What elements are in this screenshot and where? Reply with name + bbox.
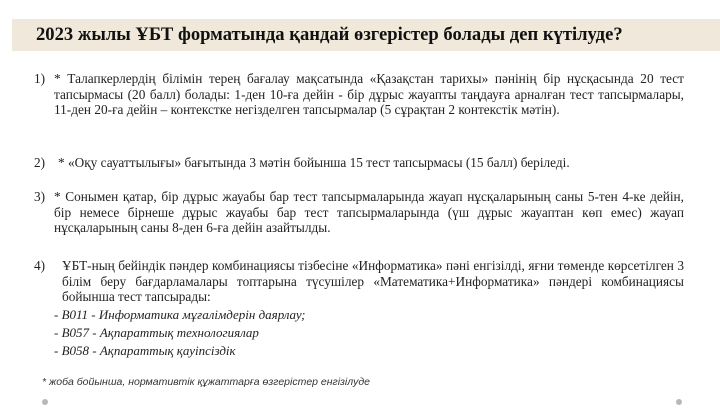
item-text: ҰБТ-ның бейіндік пәндер комбинациясы тізбесіне «Информатика» пәні енгізілді, яғни төменде көрсетілген 3 білім беру бағдарламалары топтарына түсушілер «Математика+Информатика» пәндері комбинациясы бойынша тест тапсырады: xyxy=(62,258,684,305)
item-number: 4) xyxy=(34,258,46,273)
list-item-1 xyxy=(34,71,684,118)
item-text: * «Оқу сауаттылығы» бағытында 3 мәтін бойынша 15 тест тапсырмасы (15 балл) беріледі. xyxy=(58,155,570,170)
item-number: 2) xyxy=(34,155,46,170)
footnote: * жоба бойынша, нормативтік құжаттарға өзгерістер енгізілуде xyxy=(42,376,370,388)
list-item-2 xyxy=(34,155,684,171)
program-item-b058: - В058 - Ақпараттық қауіпсіздік xyxy=(54,343,236,358)
page-title: 2023 жылы ҰБТ форматында қандай өзгерістер болады деп күтілуде? xyxy=(36,24,623,45)
program-item-b011: - В011 - Информатика мұғалімдерін даярлау; xyxy=(54,307,306,322)
item-number: 1) xyxy=(34,71,46,86)
item-text: * Талапкерлердің білімін терең бағалау мақсатында «Қазақстан тарихы» пәнінің бір нұсқасында 20 тест тапсырмасы (20 балл) болады: 1-ден 10-ға дейін - бір дұрыс жауапты таңдауға арналған тест тапсырмалары, 11-ден 20-ға дейін – контекстке негізделген тапсырмалар (5 сұрақтан 2 контекстік мәтін). xyxy=(54,71,684,118)
slide-dot-left xyxy=(42,399,48,405)
program-item-b057: - В057 - Ақпараттық технологиялар xyxy=(54,325,259,340)
list-item-4 xyxy=(34,258,684,305)
list-item-3 xyxy=(34,189,684,236)
slide-dot-right xyxy=(676,399,682,405)
item-number: 3) xyxy=(34,189,46,204)
item-text: * Сонымен қатар, бір дұрыс жауабы бар тест тапсырмаларында жауап нұсқаларының саны 5-тен 4-ке дейін, бір немесе бірнеше дұрыс жауабы бар тест тапсырмаларында (үш дұрыс жауаптан көп емес) жауап нұсқаларының саны 8-ден 6-ға дейін азайтылды. xyxy=(54,189,684,236)
